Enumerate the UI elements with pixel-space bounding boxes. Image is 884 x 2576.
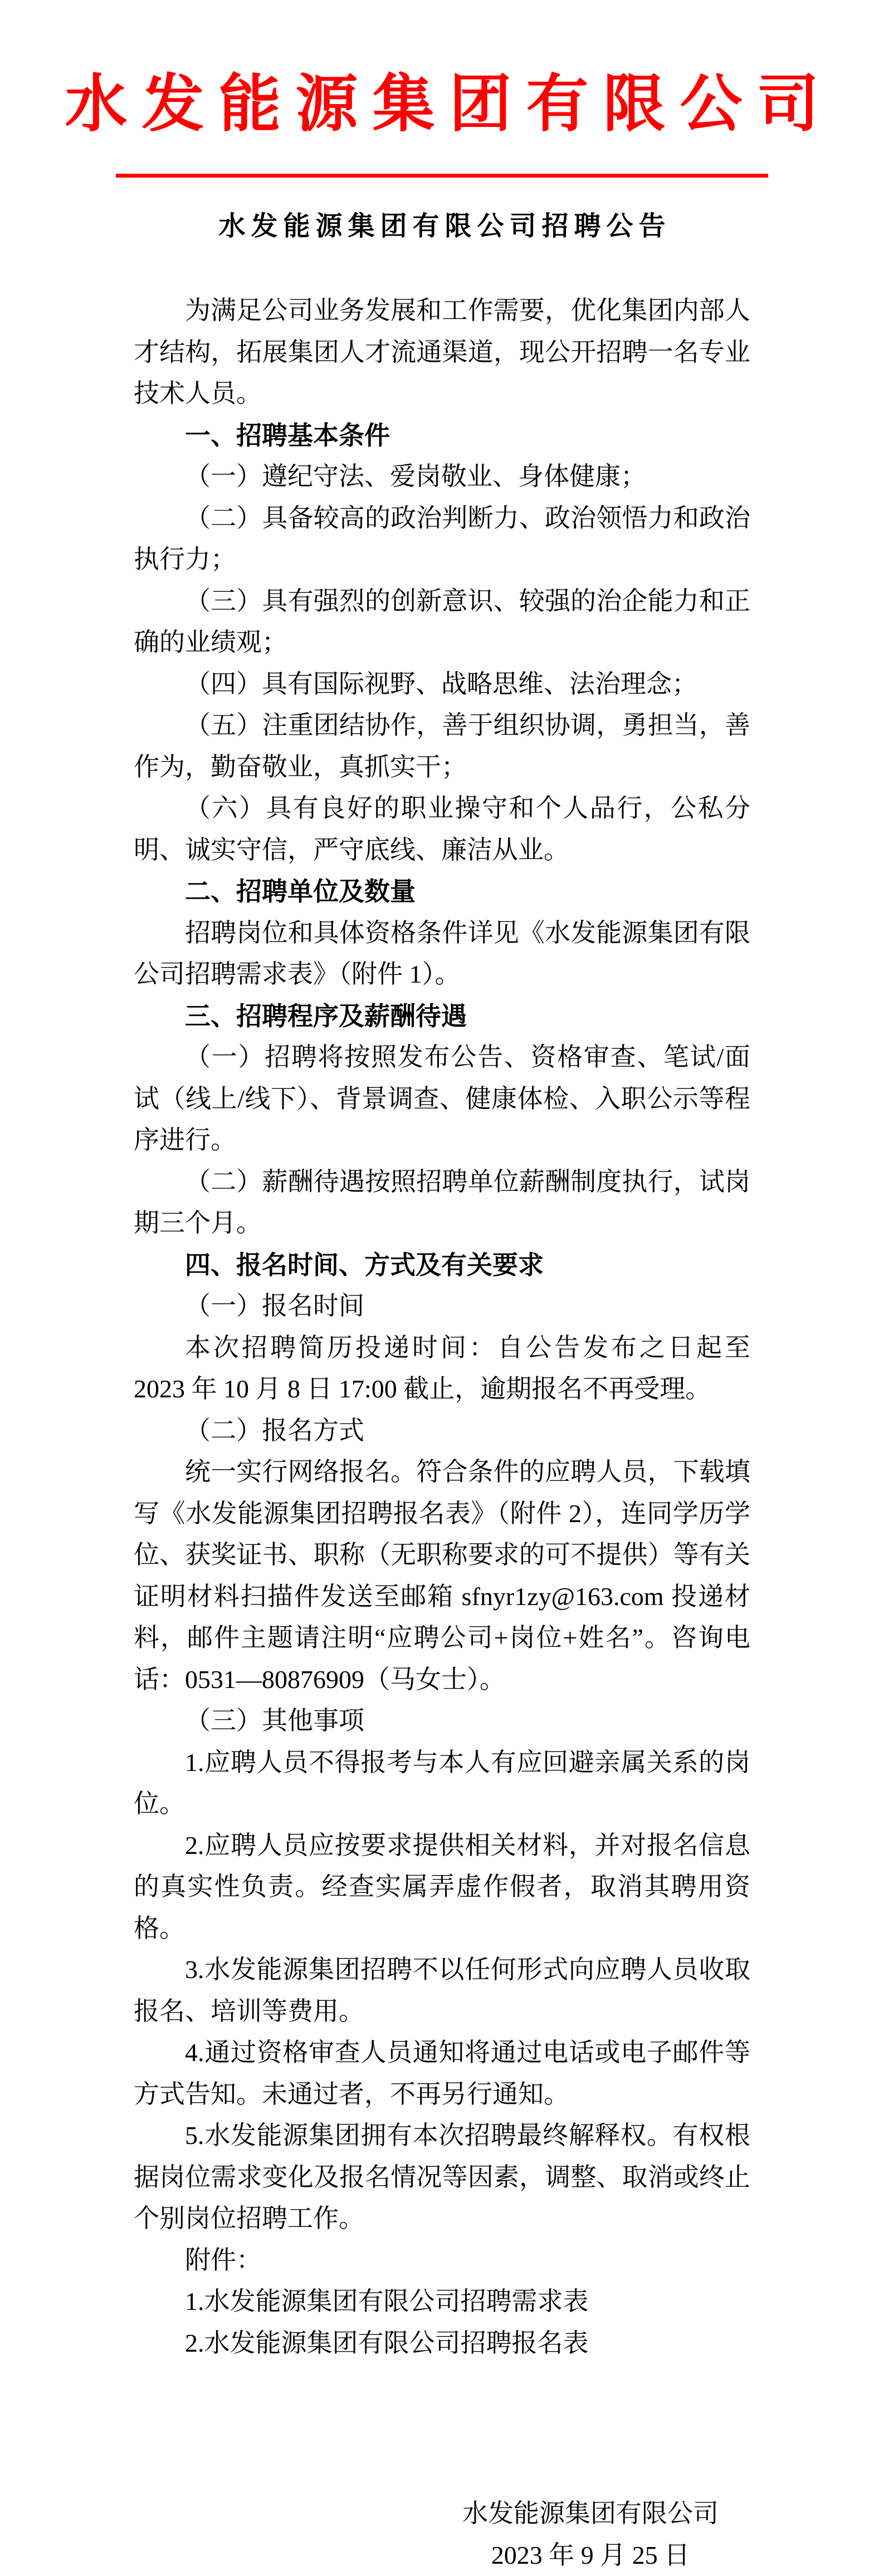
document-title: 水发能源集团有限公司招聘公告 [0, 213, 884, 241]
section-heading: 二、招聘单位及数量 [134, 871, 750, 912]
section-heading: 三、招聘程序及薪酬待遇 [134, 995, 750, 1037]
body-paragraph: 1.应聘人员不得报考与本人有应回避亲属关系的岗位。 [134, 1742, 750, 1825]
red-divider-line [116, 174, 768, 178]
body-paragraph: 5.水发能源集团拥有本次招聘最终解释权。有权根据岗位需求变化及报名情况等因素，调整、取消或终止个别岗位招聘工作。 [134, 2115, 750, 2240]
signature-company: 水发能源集团有限公司 [462, 2493, 719, 2535]
body-paragraph: （一）遵纪守法、爱岗敬业、身体健康； [134, 456, 750, 498]
body-paragraph: 招聘岗位和具体资格条件详见《水发能源集团有限公司招聘需求表》（附件 1）。 [134, 912, 750, 995]
body-paragraph: （一）报名时间 [134, 1285, 750, 1327]
body-paragraph: 本次招聘简历投递时间：自公告发布之日起至 2023 年 10 月 8 日 17:00 截止，逾期报名不再受理。 [134, 1327, 750, 1410]
section-heading: 四、报名时间、方式及有关要求 [134, 1244, 750, 1286]
body-paragraph: 3.水发能源集团招聘不以任何形式向应聘人员收取报名、培训等费用。 [134, 1949, 750, 2032]
body-paragraph: 1.水发能源集团有限公司招聘需求表 [134, 2281, 750, 2323]
body-paragraph: （一）招聘将按照发布公告、资格审查、笔试/面试（线上/线下）、背景调查、健康体检、入职公示等程序进行。 [134, 1037, 750, 1161]
body-paragraph: （五）注重团结协作，善于组织协调，勇担当，善作为，勤奋敬业，真抓实干； [134, 705, 750, 788]
body-paragraph: 为满足公司业务发展和工作需要，优化集团内部人才结构，拓展集团人才流通渠道，现公开招聘一名专业技术人员。 [134, 290, 750, 415]
body-paragraph: （三）其他事项 [134, 1700, 750, 1742]
section-heading: 一、招聘基本条件 [134, 415, 750, 457]
body-paragraph: （二）报名方式 [134, 1410, 750, 1452]
body-paragraph: （六）具有良好的职业操守和个人品行，公私分明、诚实守信，严守底线、廉洁从业。 [134, 788, 750, 871]
document-body [134, 290, 750, 2364]
signature-inner [462, 2493, 719, 2576]
document-page [0, 72, 884, 2545]
body-paragraph: （二）具备较高的政治判断力、政治领悟力和政治执行力； [134, 498, 750, 581]
signature-block [134, 2493, 719, 2576]
body-paragraph: （二）薪酬待遇按照招聘单位薪酬制度执行，试岗期三个月。 [134, 1161, 750, 1244]
body-paragraph: 统一实行网络报名。符合条件的应聘人员，下载填写《水发能源集团招聘报名表》（附件 2），连同学历学位、获奖证书、职称（无职称要求的可不提供）等有关证明材料扫描件发送至邮箱 sfnyr1zy@163.com 投递材料，邮件主题请注明“应聘公司+岗位+姓名”。咨询电话：0531—80876909（马女士）。 [134, 1451, 750, 1700]
signature-date: 2023 年 9 月 25 日 [462, 2535, 719, 2576]
body-paragraph: 附件： [134, 2240, 750, 2281]
signature-spacer [0, 2364, 884, 2493]
body-paragraph: 2.应聘人员应按要求提供相关材料，并对报名信息的真实性负责。经查实属弄虚作假者，取消其聘用资格。 [134, 1825, 750, 1950]
body-paragraph: （三）具有强烈的创新意识、较强的治企能力和正确的业绩观； [134, 581, 750, 664]
body-paragraph: 2.水发能源集团有限公司招聘报名表 [134, 2323, 750, 2364]
letterhead-title: 水发能源集团有限公司 [0, 72, 884, 137]
body-paragraph: （四）具有国际视野、战略思维、法治理念； [134, 664, 750, 705]
body-paragraph: 4.通过资格审查人员通知将通过电话或电子邮件等方式告知。未通过者，不再另行通知。 [134, 2032, 750, 2115]
